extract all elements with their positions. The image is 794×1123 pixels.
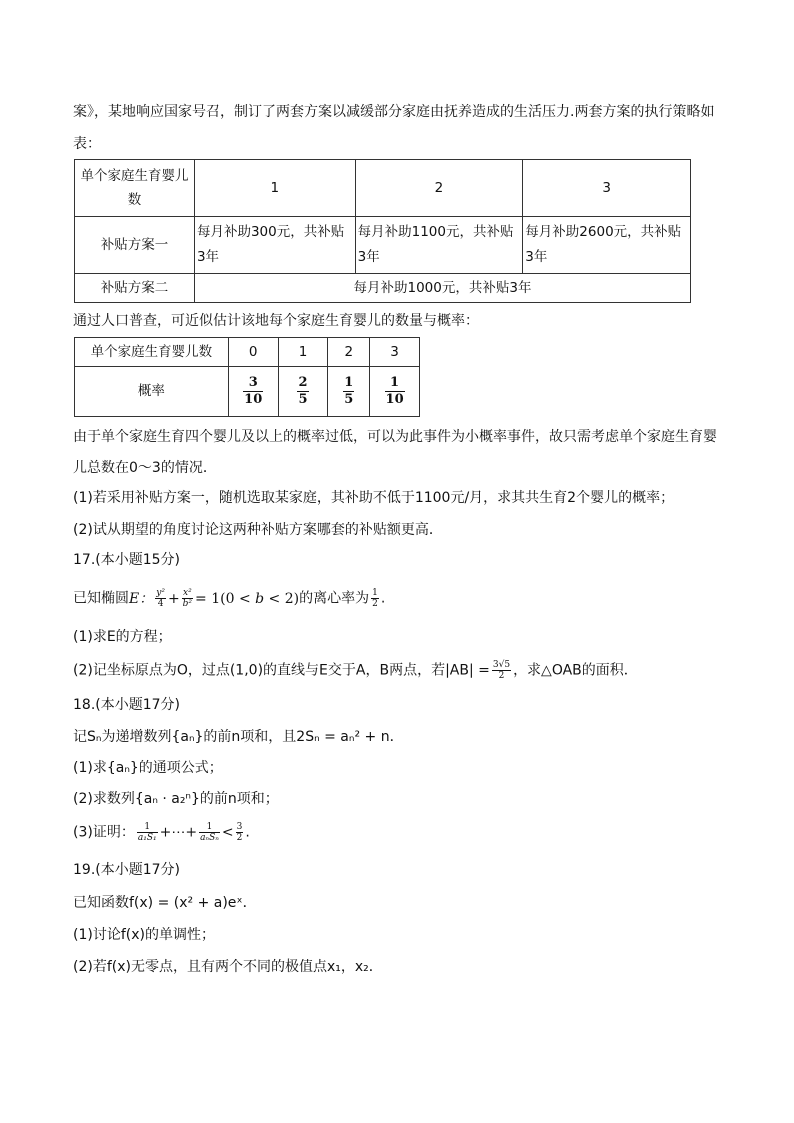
p16-question-1: (1)若采用补贴方案一，随机选取某家庭，其补助不低于1100元/月，求其共生育2个婴儿的概率； — [73, 490, 675, 506]
probability-cell — [370, 367, 420, 417]
table2-header-label: 单个家庭生育婴儿数 — [75, 338, 229, 367]
subsidy-plan-table — [74, 159, 691, 303]
p18-question-2: (2)求数列{aₙ · a₂ⁿ}的前n项和； — [73, 791, 279, 807]
ellipse-equation: E： $\frac{\text{y²}}{4}$ + $\frac{\text{x²}}{\text{b²}}$ = 1(0 < b < 2) — [129, 588, 300, 609]
plan-one-cell-1: 每月补助300元，共补贴3年 — [194, 217, 355, 274]
p17-q2-suffix: ，求△OAB的面积． — [513, 662, 638, 679]
survey-text: 通过人口普查，可近似估计该地每个家庭生育婴儿的数量与概率： — [73, 313, 479, 329]
plan-one-cell-3: 每月补助2600元，共补贴3年 — [523, 217, 691, 274]
probability-table — [74, 337, 420, 417]
p17-question-2 — [73, 660, 638, 681]
table1-header-3: 3 — [523, 160, 691, 217]
table2-header-3: 3 — [370, 338, 420, 367]
intro-line-2: 表： — [73, 136, 101, 152]
p17-stem: 已知椭圆E： $\frac{\text{y²}}{4}$ + $\frac{\text{x²}}{\text{b²}}$ = 1(0 < b < 2)的离心率为 $\frac{1}{2}$ . — [73, 588, 386, 609]
probability-cell — [328, 367, 370, 417]
p19-title: 19.(本小题17分) — [73, 862, 181, 878]
table1-header-label: 单个家庭生育婴儿数 — [75, 160, 195, 217]
p17-stem-suffix: 的离心率为 — [299, 590, 370, 607]
intro-line-1: 案》，某地响应国家号召，制订了两套方案以减缓部分家庭由抚养造成的生活压力.两套方案的执行策略如 — [73, 104, 715, 120]
table2-header-1: 1 — [278, 338, 328, 367]
table1-header-1: 1 — [194, 160, 355, 217]
plan-two-cell: 每月补助1000元，共补贴3年 — [194, 274, 690, 303]
sum-last-term: $\frac{1}{\text{aₙSₙ}}$ — [200, 822, 219, 843]
p17-stem-prefix: 已知椭圆 — [73, 590, 129, 607]
prob-num: 1 — [344, 375, 354, 390]
p17-question-1: (1)求E的方程； — [73, 629, 172, 645]
p16-note-1: 由于单个家庭生育四个婴儿及以上的概率过低，可以为此事件为小概率事件，故只需考虑单个家庭生育婴 — [73, 429, 717, 445]
prob-den: 5 — [298, 392, 308, 407]
plan-two-label: 补贴方案二 — [75, 274, 195, 303]
p19-stem: 已知函数f(x) = (x² + a)eˣ． — [73, 895, 257, 911]
p19-question-1: (1)讨论f(x)的单调性； — [73, 927, 215, 943]
plan-one-label: 补贴方案一 — [75, 217, 195, 274]
prob-den: 5 — [344, 392, 354, 407]
sum-bound: $\frac{3}{2}$ — [236, 822, 243, 843]
table2-header-0: 0 — [228, 338, 278, 367]
prob-num: 3 — [243, 375, 263, 392]
eccentricity-value: $\frac{1}{2}$ — [372, 588, 378, 609]
p16-question-2: (2)试从期望的角度讨论这两种补贴方案哪套的补贴额更高． — [73, 522, 443, 538]
table2-header-2: 2 — [328, 338, 370, 367]
p19-question-2: (2)若f(x)无零点，且有两个不同的极值点x₁，x₂． — [73, 959, 383, 975]
plan-one-cell-2: 每月补助1100元，共补贴3年 — [355, 217, 523, 274]
prob-den: 10 — [244, 392, 263, 407]
prob-num: 1 — [385, 375, 405, 392]
p17-title: 17.(本小题15分) — [73, 552, 181, 568]
p18-stem: 记Sₙ为递增数列{aₙ}的前n项和，且2Sₙ = aₙ² + n． — [73, 729, 404, 745]
p18-title: 18.(本小题17分) — [73, 697, 181, 713]
table1-header-2: 2 — [355, 160, 523, 217]
p18-q3-prefix: (3)证明： — [73, 824, 135, 841]
probability-cell — [228, 367, 278, 417]
p17-q2-prefix: (2)记坐标原点为O，过点(1,0)的直线与E交于A，B两点，若|AB| = — [73, 662, 490, 679]
probability-cell — [278, 367, 328, 417]
p18-question-3: (3)证明： $\frac{1}{\text{a₁S₁}}$ +⋯+ $\frac{1}{\text{aₙSₙ}}$ < $\frac{3}{2}$ . — [73, 822, 250, 843]
probability-label: 概率 — [75, 367, 229, 417]
p18-question-1: (1)求{aₙ}的通项公式； — [73, 760, 223, 776]
ab-length: $\frac{3√5}{2}$ — [492, 660, 511, 681]
prob-den: 10 — [385, 392, 404, 407]
p16-note-2: 儿总数在0～3的情况． — [73, 460, 217, 476]
sum-first-term: $\frac{1}{\text{a₁S₁}}$ — [137, 822, 157, 843]
prob-num: 2 — [298, 375, 308, 390]
